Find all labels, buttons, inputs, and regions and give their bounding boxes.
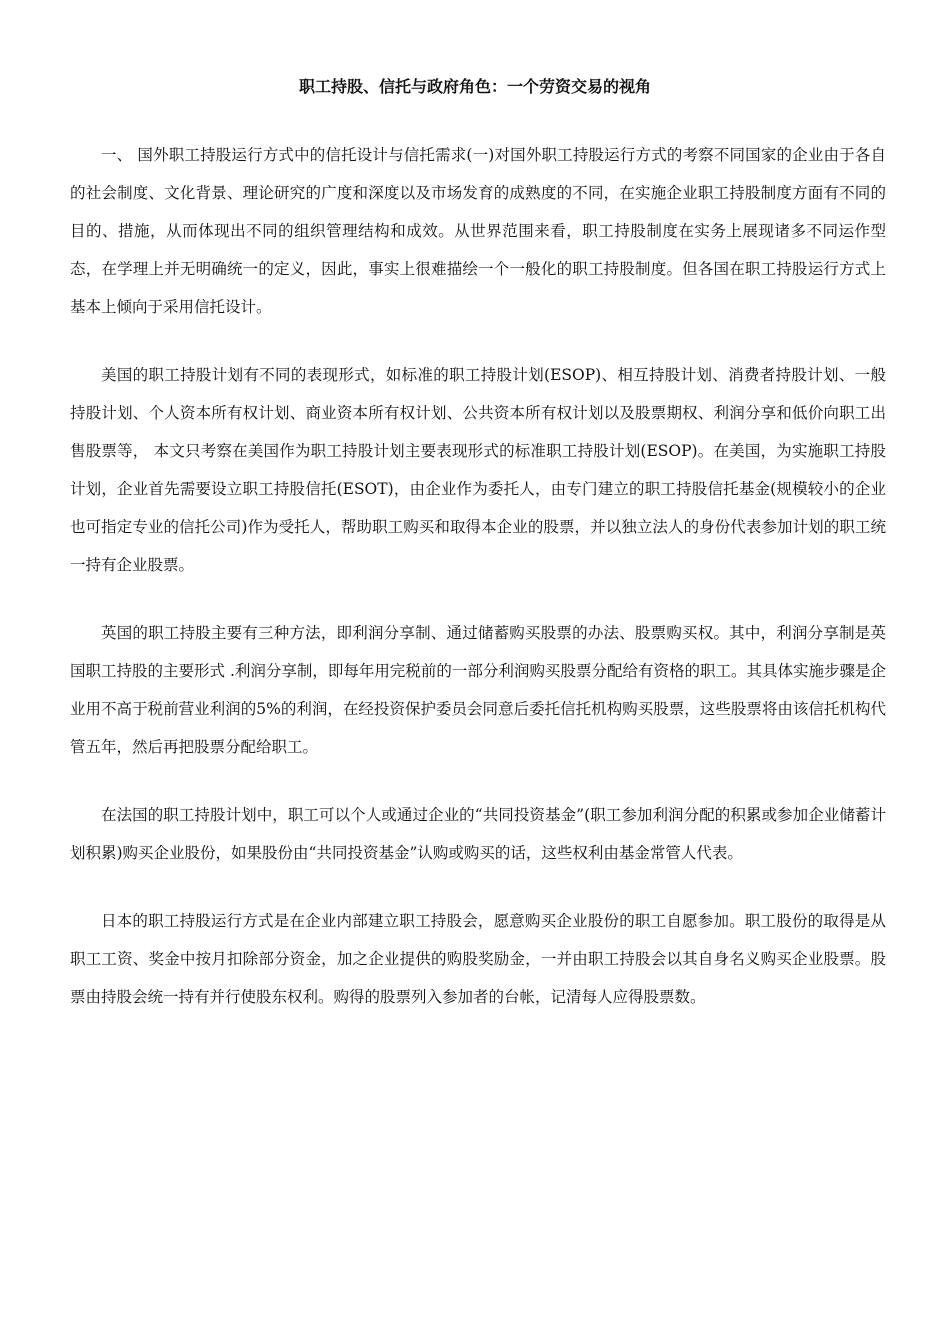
document-body	[70, 136, 886, 1046]
paragraph-usa: 美国的职工持股计划有不同的表现形式，如标准的职工持股计划(ESOP)、相互持股计划、消费者持股计划、一般持股计划、个人资本所有权计划、商业资本所有权计划、公共资本所有权计划以及股票期权、利润分享和低价向职工出售股票等， 本文只考察在美国作为职工持股计划主要表现形式的标准职工持股计划(ESOP)。在美国，为实施职工持股计划，企业首先需要设立职工持股信托(ESOT)，由企业作为委托人，由专门建立的职工持股信托基金(规模较小的企业也可指定专业的信托公司)作为受托人，帮助职工购买和取得本企业的股票，并以独立法人的身份代表参加计划的职工统一持有企业股票。	[70, 366, 886, 574]
document-title: 职工持股、信托与政府角色：一个劳资交易的视角	[298, 77, 651, 96]
paragraph-uk: 英国的职工持股主要有三种方法，即利润分享制、通过储蓄购买股票的办法、股票购买权。其中，利润分享制是英国职工持股的主要形式 .利润分享制，即每年用完税前的一部分利润购买股票分配给有资格的职工。其具体实施步骤是企业用不高于税前营业利润的5%的利润，在经投资保护委员会同意后委托信托机构购买股票，这些股票将由该信托机构代管五年，然后再把股票分配给职工。	[70, 624, 886, 756]
paragraph-intro: 一、 国外职工持股运行方式中的信托设计与信托需求(一)对国外职工持股运行方式的考察不同国家的企业由于各自的社会制度、文化背景、理论研究的广度和深度以及市场发育的成熟度的不同，在实施企业职工持股制度方面有不同的目的、措施，从而体现出不同的组织管理结构和成效。从世界范围来看，职工持股制度在实务上展现诸多不同运作型态，在学理上并无明确统一的定义，因此，事实上很难描绘一个一般化的职工持股制度。但各国在职工持股运行方式上基本上倾向于采用信托设计。	[70, 146, 886, 316]
paragraph-france: 在法国的职工持股计划中，职工可以个人或通过企业的“共同投资基金”(职工参加利润分配的积累或参加企业储蓄计划积累)购买企业股份，如果股份由“共同投资基金”认购或购买的话，这些权利由基金常管人代表。	[70, 806, 886, 862]
paragraph-japan: 日本的职工持股运行方式是在企业内部建立职工持股会，愿意购买企业股份的职工自愿参加。职工股份的取得是从职工工资、奖金中按月扣除部分资金，加之企业提供的购股奖励金，一并由职工持股会以其自身名义购买企业股票。股票由持股会统一持有并行使股东权利。购得的股票列入参加者的台帐，记清每人应得股票数。	[70, 912, 886, 1006]
